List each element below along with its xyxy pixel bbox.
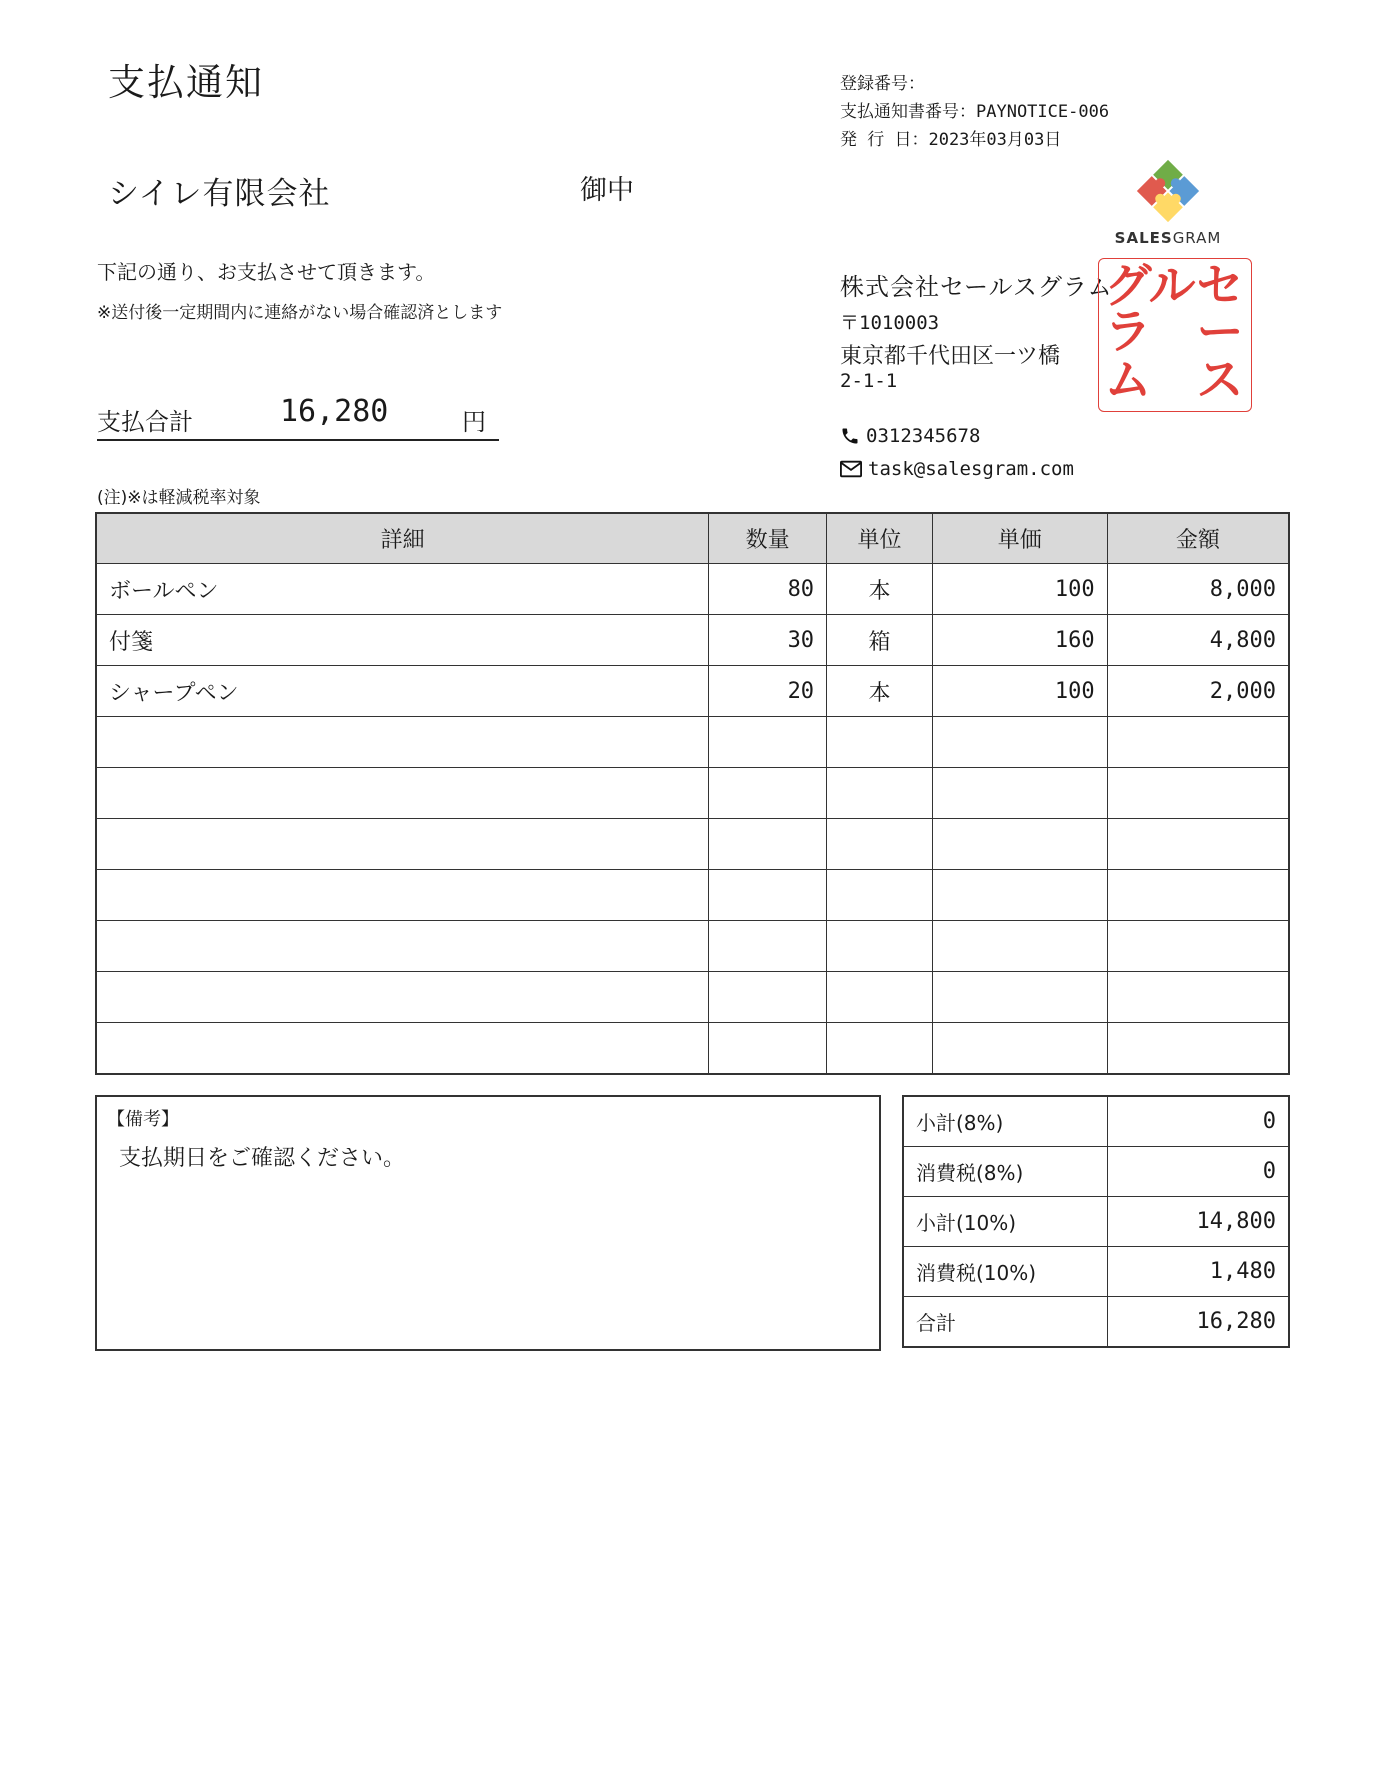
table-row: [96, 666, 1289, 717]
item-amount: [1107, 972, 1289, 1023]
item-description: [96, 819, 709, 870]
item-quantity: [709, 819, 827, 870]
item-unit: [827, 717, 933, 768]
summary-row: [903, 1147, 1289, 1197]
item-description: [96, 768, 709, 819]
item-unit-price: [932, 972, 1107, 1023]
item-unit-price: 100: [932, 564, 1107, 615]
table-row: [96, 921, 1289, 972]
notice-number: 支払通知書番号：PAYNOTICE-006: [840, 102, 1110, 122]
phone-number: 0312345678: [866, 425, 981, 447]
company-seal: [1098, 258, 1252, 412]
item-description: [96, 870, 709, 921]
header-amount: 金額: [1107, 513, 1289, 564]
seal-char: ラ: [1104, 305, 1152, 360]
item-unit: 本: [827, 564, 933, 615]
table-row: [96, 564, 1289, 615]
company-postal-code: 〒1010003: [840, 312, 940, 334]
item-unit-price: 160: [932, 615, 1107, 666]
item-unit-price: [932, 921, 1107, 972]
confirmation-notice: ※送付後一定期間内に連絡がない場合確認済とします: [97, 303, 503, 323]
document-title: 支払通知: [108, 61, 264, 104]
table-row: [96, 1023, 1289, 1075]
item-amount: 8,000: [1107, 564, 1289, 615]
item-unit: 箱: [827, 615, 933, 666]
item-description: [96, 1023, 709, 1075]
item-quantity: [709, 768, 827, 819]
company-address-line2: 2-1-1: [840, 370, 898, 392]
item-unit: [827, 1023, 933, 1075]
seal-char: セ: [1196, 259, 1244, 314]
item-unit-price: [932, 717, 1107, 768]
item-unit-price: [932, 870, 1107, 921]
item-amount: [1107, 768, 1289, 819]
item-amount: 4,800: [1107, 615, 1289, 666]
item-quantity: [709, 717, 827, 768]
header-description: 詳細: [96, 513, 709, 564]
remarks-label: 【備考】: [107, 1109, 179, 1130]
item-unit-price: [932, 1023, 1107, 1075]
item-quantity: 20: [709, 666, 827, 717]
item-unit: [827, 870, 933, 921]
payment-total-value: 16,280: [280, 394, 389, 429]
summary-label: 消費税(8%): [903, 1147, 1108, 1197]
logo-wordmark: SALESGRAM: [1114, 229, 1222, 247]
company-address-line1: 東京都千代田区一ツ橋: [840, 344, 1061, 369]
table-row: [96, 819, 1289, 870]
summary-row: [903, 1297, 1289, 1348]
puzzle-logo-icon: [1108, 155, 1228, 227]
item-description: ボールペン: [96, 564, 709, 615]
document-meta: [840, 70, 1109, 154]
item-unit: 本: [827, 666, 933, 717]
item-amount: [1107, 717, 1289, 768]
header-quantity: 数量: [709, 513, 827, 564]
header-unit-price: 単価: [932, 513, 1107, 564]
summary-value: 1,480: [1108, 1247, 1289, 1297]
item-description: 付箋: [96, 615, 709, 666]
registration-number: 登録番号：: [840, 74, 925, 94]
table-row: [96, 615, 1289, 666]
seal-char: グ: [1104, 259, 1152, 314]
item-unit: [827, 819, 933, 870]
item-description: [96, 921, 709, 972]
item-unit-price: 100: [932, 666, 1107, 717]
item-amount: [1107, 921, 1289, 972]
intro-text: 下記の通り、お支払させて頂きます。: [97, 260, 436, 284]
item-unit: [827, 768, 933, 819]
item-quantity: [709, 921, 827, 972]
phone-icon: [840, 426, 860, 446]
item-quantity: [709, 1023, 827, 1075]
summary-row: [903, 1096, 1289, 1147]
item-amount: [1107, 1023, 1289, 1075]
items-table-header: [96, 513, 1289, 564]
item-description: [96, 972, 709, 1023]
seal-char: ム: [1104, 353, 1152, 408]
remarks-text: 支払期日をご確認ください。: [119, 1146, 406, 1171]
company-email: [840, 458, 1074, 480]
summary-row: [903, 1197, 1289, 1247]
summary-label: 合計: [903, 1297, 1108, 1348]
item-amount: [1107, 870, 1289, 921]
summary-value: 0: [1108, 1147, 1289, 1197]
summary-row: [903, 1247, 1289, 1297]
summary-value: 0: [1108, 1096, 1289, 1147]
item-quantity: 30: [709, 615, 827, 666]
table-row: [96, 768, 1289, 819]
recipient-name: シイレ有限会社: [108, 176, 331, 212]
recipient-honorific: 御中: [580, 175, 634, 206]
summary-label: 小計(10%): [903, 1197, 1108, 1247]
company-phone: [840, 425, 980, 447]
item-unit: [827, 972, 933, 1023]
summary-table: [902, 1095, 1290, 1348]
payment-total-label: 支払合計: [97, 408, 193, 436]
item-unit-price: [932, 768, 1107, 819]
seal-char: ス: [1196, 353, 1244, 408]
item-description: [96, 717, 709, 768]
item-quantity: [709, 870, 827, 921]
payment-total: [97, 390, 499, 441]
item-amount: 2,000: [1107, 666, 1289, 717]
item-quantity: [709, 972, 827, 1023]
issue-date: 発 行 日：2023年03月03日: [840, 130, 1062, 150]
table-row: [96, 717, 1289, 768]
table-row: [96, 870, 1289, 921]
item-unit-price: [932, 819, 1107, 870]
mail-icon: [840, 460, 862, 478]
company-logo: [1108, 155, 1228, 250]
item-unit: [827, 921, 933, 972]
summary-label: 小計(8%): [903, 1096, 1108, 1147]
header-unit: 単位: [827, 513, 933, 564]
summary-label: 消費税(10%): [903, 1247, 1108, 1297]
item-amount: [1107, 819, 1289, 870]
email-address[interactable]: task@salesgram.com: [868, 458, 1074, 480]
item-description: シャープペン: [96, 666, 709, 717]
item-quantity: 80: [709, 564, 827, 615]
seal-char: ー: [1196, 305, 1244, 360]
payment-total-unit: 円: [462, 408, 486, 436]
remarks-box: [95, 1095, 881, 1351]
table-row: [96, 972, 1289, 1023]
summary-value: 16,280: [1108, 1297, 1289, 1348]
seal-char: ル: [1148, 259, 1196, 314]
reduced-tax-note: (注)※は軽減税率対象: [97, 488, 261, 508]
company-name: 株式会社セールスグラム: [840, 273, 1113, 301]
items-table: [95, 512, 1290, 1075]
summary-value: 14,800: [1108, 1197, 1289, 1247]
